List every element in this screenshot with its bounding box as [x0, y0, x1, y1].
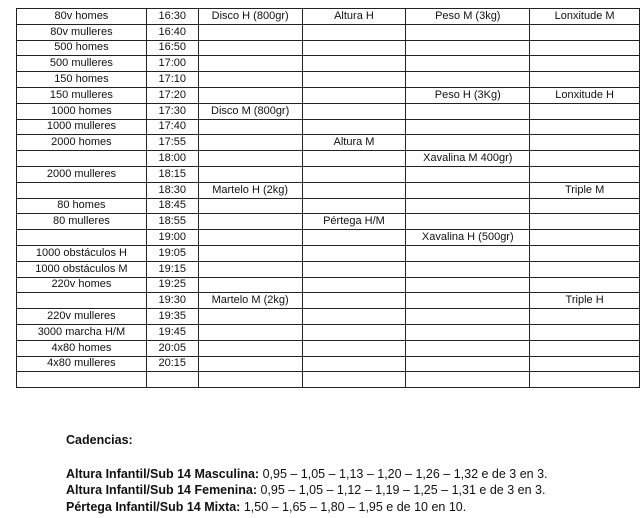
cadence-heading: Cadencias: — [66, 433, 133, 447]
event-cell-col4 — [530, 135, 640, 151]
race-cell: 1000 mulleres — [17, 119, 147, 135]
event-cell-col4 — [530, 356, 640, 372]
table-row — [17, 198, 640, 214]
event-cell-col1 — [198, 24, 302, 40]
event-cell-col2 — [302, 293, 406, 309]
event-cell-col2 — [302, 230, 406, 246]
event-cell-col3 — [406, 309, 530, 325]
event-cell-col4 — [530, 214, 640, 230]
event-cell-col1 — [198, 135, 302, 151]
table-row — [17, 72, 640, 88]
race-cell: 1000 obstáculos M — [17, 261, 147, 277]
event-cell-col1 — [198, 245, 302, 261]
event-cell-col4 — [530, 340, 640, 356]
time-cell: 17:55 — [146, 135, 198, 151]
event-cell-col4 — [530, 56, 640, 72]
time-cell: 18:45 — [146, 198, 198, 214]
race-cell: 220v homes — [17, 277, 147, 293]
event-cell-col4 — [530, 72, 640, 88]
event-cell-col1 — [198, 72, 302, 88]
event-cell-col3 — [406, 119, 530, 135]
cadence-line-pertega-mixta — [66, 499, 548, 516]
event-cell-col4 — [530, 198, 640, 214]
event-cell-col2 — [302, 151, 406, 167]
table-row — [17, 309, 640, 325]
time-cell: 18:55 — [146, 214, 198, 230]
event-cell-col4 — [530, 245, 640, 261]
time-cell: 17:00 — [146, 56, 198, 72]
event-cell-col2 — [302, 40, 406, 56]
race-cell — [17, 151, 147, 167]
event-cell-col2 — [302, 245, 406, 261]
event-cell-col1 — [198, 340, 302, 356]
event-cell-col4 — [530, 309, 640, 325]
table-row — [17, 277, 640, 293]
race-cell: 1000 obstáculos H — [17, 245, 147, 261]
race-cell — [17, 372, 147, 388]
cadence-line-altura-femenina — [66, 482, 548, 499]
event-cell-col4 — [530, 151, 640, 167]
event-cell-col3 — [406, 198, 530, 214]
schedule-table — [16, 8, 640, 388]
event-cell-col3 — [406, 24, 530, 40]
cadence-values: 0,95 – 1,05 – 1,13 – 1,20 – 1,26 – 1,32 e de 3 en 3. — [259, 466, 548, 481]
time-cell: 17:10 — [146, 72, 198, 88]
table-row — [17, 372, 640, 388]
event-cell-col4: Lonxitude M — [530, 9, 640, 25]
event-cell-col3 — [406, 340, 530, 356]
event-cell-col1 — [198, 166, 302, 182]
time-cell: 17:20 — [146, 87, 198, 103]
table-row — [17, 9, 640, 25]
race-cell: 500 mulleres — [17, 56, 147, 72]
event-cell-col1 — [198, 119, 302, 135]
race-cell: 80 mulleres — [17, 214, 147, 230]
cadence-values: 0,95 – 1,05 – 1,12 – 1,19 – 1,25 – 1,31 e de 3 en 3. — [257, 483, 546, 497]
event-cell-col4 — [530, 24, 640, 40]
event-cell-col3 — [406, 261, 530, 277]
event-cell-col2 — [302, 103, 406, 119]
event-cell-col4 — [530, 261, 640, 277]
time-cell: 19:25 — [146, 277, 198, 293]
time-cell: 18:00 — [146, 151, 198, 167]
table-row — [17, 135, 640, 151]
event-cell-col2 — [302, 24, 406, 40]
table-row — [17, 151, 640, 167]
event-cell-col1 — [198, 356, 302, 372]
time-cell: 20:05 — [146, 340, 198, 356]
event-cell-col3 — [406, 103, 530, 119]
event-cell-col1 — [198, 324, 302, 340]
event-cell-col3: Xavalina H (500gr) — [406, 230, 530, 246]
event-cell-col2 — [302, 324, 406, 340]
event-cell-col2 — [302, 198, 406, 214]
event-cell-col1 — [198, 372, 302, 388]
time-cell: 19:15 — [146, 261, 198, 277]
event-cell-col2 — [302, 182, 406, 198]
event-cell-col4 — [530, 372, 640, 388]
event-cell-col2 — [302, 277, 406, 293]
event-cell-col3 — [406, 214, 530, 230]
event-cell-col4: Triple M — [530, 182, 640, 198]
schedule-table-body — [17, 9, 640, 388]
race-cell: 2000 homes — [17, 135, 147, 151]
event-cell-col1 — [198, 198, 302, 214]
event-cell-col3 — [406, 277, 530, 293]
event-cell-col3: Xavalina M 400gr) — [406, 151, 530, 167]
table-row — [17, 340, 640, 356]
event-cell-col1 — [198, 151, 302, 167]
event-cell-col2 — [302, 261, 406, 277]
event-cell-col3 — [406, 166, 530, 182]
time-cell: 19:05 — [146, 245, 198, 261]
event-cell-col4 — [530, 230, 640, 246]
table-row — [17, 40, 640, 56]
table-row — [17, 166, 640, 182]
cadence-line-altura-masculina — [66, 466, 548, 483]
time-cell: 16:30 — [146, 9, 198, 25]
event-cell-col2 — [302, 72, 406, 88]
time-cell — [146, 372, 198, 388]
event-cell-col1 — [198, 230, 302, 246]
event-cell-col4 — [530, 119, 640, 135]
table-row — [17, 87, 640, 103]
table-row — [17, 56, 640, 72]
table-row — [17, 119, 640, 135]
race-cell: 1000 homes — [17, 103, 147, 119]
event-cell-col4 — [530, 166, 640, 182]
event-cell-col3 — [406, 245, 530, 261]
race-cell: 220v mulleres — [17, 309, 147, 325]
cadence-notes — [66, 432, 548, 515]
race-cell — [17, 230, 147, 246]
race-cell — [17, 293, 147, 309]
event-cell-col2 — [302, 56, 406, 72]
event-cell-col3: Peso H (3Kg) — [406, 87, 530, 103]
event-cell-col3 — [406, 293, 530, 309]
event-cell-col3 — [406, 372, 530, 388]
race-cell: 500 homes — [17, 40, 147, 56]
table-row — [17, 261, 640, 277]
event-cell-col1 — [198, 277, 302, 293]
event-cell-col4: Triple H — [530, 293, 640, 309]
event-cell-col3 — [406, 56, 530, 72]
time-cell: 18:15 — [146, 166, 198, 182]
event-cell-col4 — [530, 277, 640, 293]
cadence-label: Altura Infantil/Sub 14 Masculina: — [66, 466, 260, 481]
event-cell-col4 — [530, 40, 640, 56]
race-cell — [17, 182, 147, 198]
event-cell-col4: Lonxitude H — [530, 87, 640, 103]
race-cell: 80v homes — [17, 9, 147, 25]
time-cell: 18:30 — [146, 182, 198, 198]
race-cell: 2000 mulleres — [17, 166, 147, 182]
event-cell-col3 — [406, 356, 530, 372]
event-cell-col2 — [302, 372, 406, 388]
table-row — [17, 356, 640, 372]
event-cell-col1 — [198, 261, 302, 277]
event-cell-col3: Peso M (3kg) — [406, 9, 530, 25]
race-cell: 80 homes — [17, 198, 147, 214]
race-cell: 4x80 homes — [17, 340, 147, 356]
table-row — [17, 293, 640, 309]
table-row — [17, 214, 640, 230]
race-cell: 3000 marcha H/M — [17, 324, 147, 340]
event-cell-col3 — [406, 72, 530, 88]
table-row — [17, 182, 640, 198]
event-cell-col1 — [198, 309, 302, 325]
event-cell-col1: Martelo M (2kg) — [198, 293, 302, 309]
event-cell-col2 — [302, 356, 406, 372]
event-cell-col2: Altura H — [302, 9, 406, 25]
table-row — [17, 230, 640, 246]
event-cell-col2: Pértega H/M — [302, 214, 406, 230]
event-cell-col3 — [406, 135, 530, 151]
event-cell-col1: Martelo H (2kg) — [198, 182, 302, 198]
event-cell-col3 — [406, 182, 530, 198]
time-cell: 19:35 — [146, 309, 198, 325]
cadence-values: 1,50 – 1,65 – 1,80 – 1,95 e de 10 en 10. — [240, 499, 467, 514]
event-cell-col4 — [530, 103, 640, 119]
time-cell: 20:15 — [146, 356, 198, 372]
event-cell-col2 — [302, 309, 406, 325]
table-row — [17, 245, 640, 261]
event-cell-col1 — [198, 56, 302, 72]
event-cell-col2 — [302, 119, 406, 135]
cadence-label: Pértega Infantil/Sub 14 Mixta: — [66, 499, 241, 514]
event-cell-col1: Disco H (800gr) — [198, 9, 302, 25]
event-cell-col1 — [198, 87, 302, 103]
event-cell-col2 — [302, 87, 406, 103]
event-cell-col1 — [198, 40, 302, 56]
time-cell: 16:50 — [146, 40, 198, 56]
time-cell: 17:40 — [146, 119, 198, 135]
event-cell-col3 — [406, 324, 530, 340]
race-cell: 4x80 mulleres — [17, 356, 147, 372]
event-cell-col2: Altura M — [302, 135, 406, 151]
time-cell: 19:30 — [146, 293, 198, 309]
time-cell: 19:45 — [146, 324, 198, 340]
event-cell-col1 — [198, 214, 302, 230]
event-cell-col1: Disco M (800gr) — [198, 103, 302, 119]
table-row — [17, 324, 640, 340]
race-cell: 150 mulleres — [17, 87, 147, 103]
race-cell: 80v mulleres — [17, 24, 147, 40]
table-row — [17, 24, 640, 40]
cadence-label: Altura Infantil/Sub 14 Femenina: — [66, 483, 257, 497]
time-cell: 17:30 — [146, 103, 198, 119]
event-cell-col4 — [530, 324, 640, 340]
time-cell: 16:40 — [146, 24, 198, 40]
race-cell: 150 homes — [17, 72, 147, 88]
event-cell-col2 — [302, 166, 406, 182]
event-cell-col2 — [302, 340, 406, 356]
table-row — [17, 103, 640, 119]
event-cell-col3 — [406, 40, 530, 56]
time-cell: 19:00 — [146, 230, 198, 246]
